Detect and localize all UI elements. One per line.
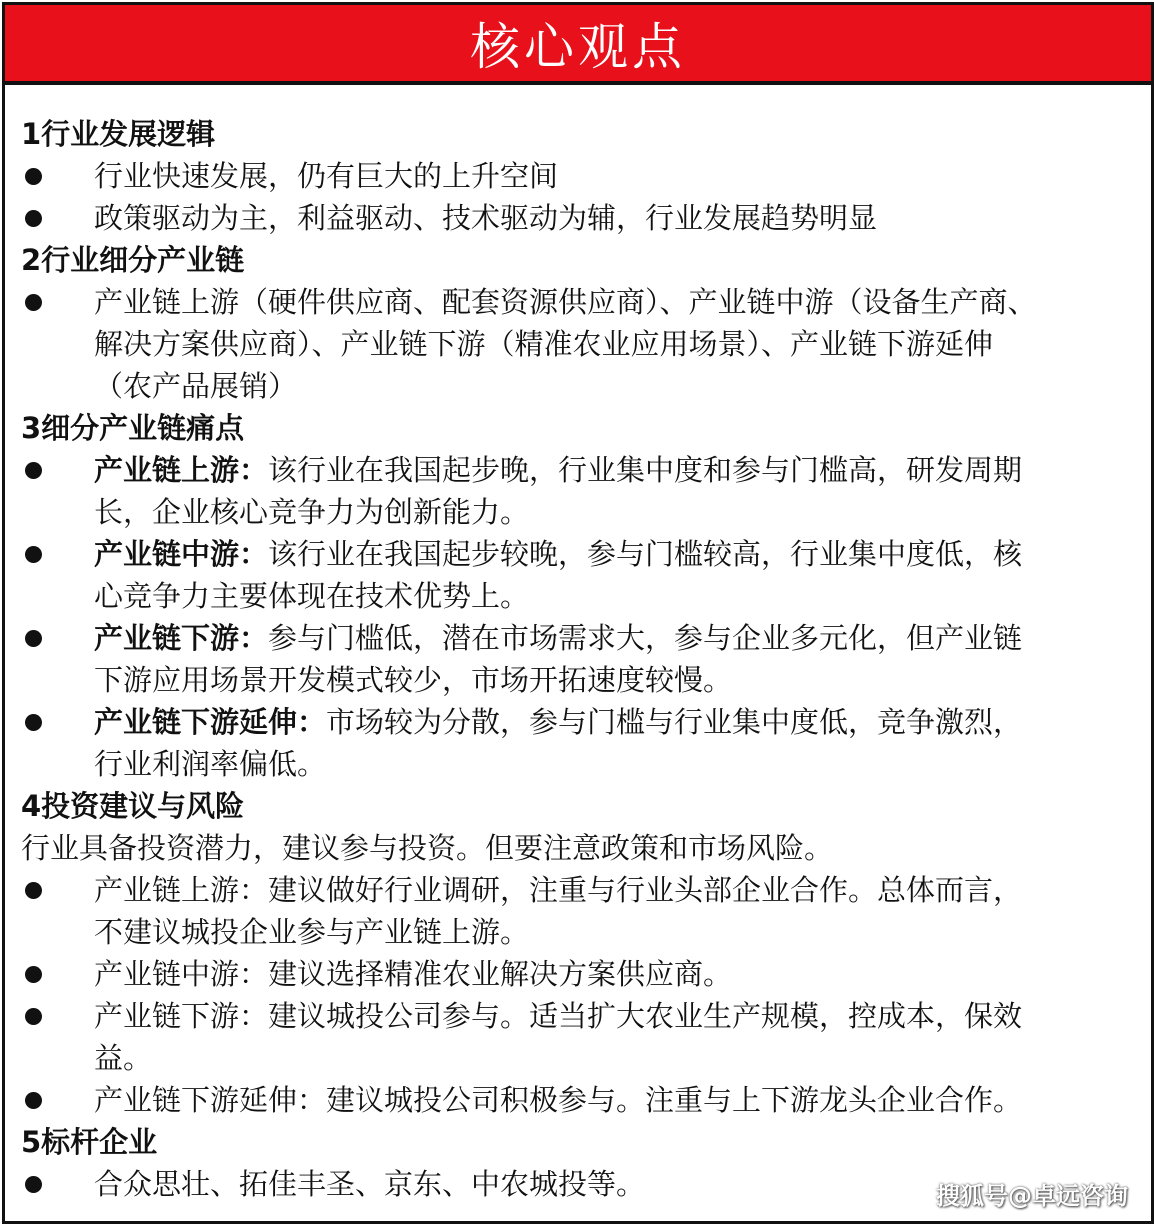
list-item bbox=[5, 869, 1151, 911]
bullet-icon bbox=[25, 449, 45, 491]
list-item-text: 参与门槛低，潜在市场需求大，参与企业多元化，但产业链 bbox=[268, 621, 1023, 655]
section-heading-1: 1行业发展逻辑 bbox=[21, 117, 216, 151]
watermark: 搜狐号@卓远咨询 bbox=[936, 1182, 1128, 1210]
list-item-text: 产业链上游（硬件供应商、配套资源供应商）、产业链中游（设备生产商、 bbox=[94, 285, 1037, 319]
bullet-icon bbox=[25, 995, 45, 1037]
list-item-text: 产业链上游：建议做好行业调研，注重与行业头部企业合作。总体而言， bbox=[94, 873, 1023, 907]
list-item-text: 该行业在我国起步晚，行业集中度和参与门槛高，研发周期 bbox=[268, 453, 1023, 487]
list-item-text: （农产品展销） bbox=[94, 369, 298, 403]
list-item-text: 该行业在我国起步较晚，参与门槛较高，行业集中度低，核 bbox=[268, 537, 1023, 571]
list-item-text: 政策驱动为主，利益驱动、技术驱动为辅，行业发展趋势明显 bbox=[94, 201, 878, 235]
list-item-text: 市场较为分散，参与门槛与行业集中度低，竞争激烈， bbox=[326, 705, 1023, 739]
list-item-continuation bbox=[5, 575, 1151, 617]
list-item bbox=[5, 1079, 1151, 1121]
bullet-icon bbox=[25, 617, 45, 659]
item-label: 产业链中游： bbox=[94, 537, 269, 571]
list-item bbox=[5, 281, 1151, 323]
list-item bbox=[5, 449, 1151, 491]
list-item-text: 益。 bbox=[94, 1041, 153, 1075]
bullet-icon bbox=[25, 155, 45, 197]
bullet-icon bbox=[25, 1079, 45, 1121]
section-heading-4: 4投资建议与风险 bbox=[21, 789, 245, 823]
list-item-text: 合众思壮、拓佳丰圣、京东、中农城投等。 bbox=[94, 1167, 646, 1201]
section-intro: 行业具备投资潜力，建议参与投资。但要注意政策和市场风险。 bbox=[21, 831, 834, 865]
list-item bbox=[5, 533, 1151, 575]
list-item-continuation bbox=[5, 491, 1151, 533]
item-label: 产业链下游： bbox=[94, 621, 269, 655]
list-item-text: 下游应用场景开发模式较少，市场开拓速度较慢。 bbox=[94, 663, 733, 697]
bullet-icon bbox=[25, 869, 45, 911]
list-item-continuation bbox=[5, 365, 1151, 407]
bullet-icon bbox=[25, 1163, 45, 1205]
list-item-text: 心竞争力主要体现在技术优势上。 bbox=[94, 579, 530, 613]
panel-header bbox=[5, 5, 1151, 85]
list-item-continuation bbox=[5, 743, 1151, 785]
list-item-text: 产业链下游延伸：建议城投公司积极参与。注重与上下游龙头企业合作。 bbox=[94, 1083, 1023, 1117]
list-item-continuation bbox=[5, 659, 1151, 701]
list-item bbox=[5, 197, 1151, 239]
panel-title: 核心观点 bbox=[470, 18, 686, 76]
bullet-icon bbox=[25, 533, 45, 575]
list-item-text: 解决方案供应商）、产业链下游（精准农业应用场景）、产业链下游延伸 bbox=[94, 327, 994, 361]
list-item bbox=[5, 995, 1151, 1037]
bullet-icon bbox=[25, 197, 45, 239]
list-item-text: 行业利润率偏低。 bbox=[94, 747, 327, 781]
section-heading-2: 2行业细分产业链 bbox=[21, 243, 245, 277]
bullet-icon bbox=[25, 281, 45, 323]
bullet-icon bbox=[25, 953, 45, 995]
bullet-icon bbox=[25, 701, 45, 743]
list-item bbox=[5, 701, 1151, 743]
list-item-continuation bbox=[5, 323, 1151, 365]
list-item bbox=[5, 155, 1151, 197]
list-item-continuation bbox=[5, 1037, 1151, 1079]
item-label: 产业链上游： bbox=[94, 453, 269, 487]
section-heading-5: 5标杆企业 bbox=[21, 1125, 158, 1159]
list-item bbox=[5, 617, 1151, 659]
list-item-text: 不建议城投企业参与产业链上游。 bbox=[94, 915, 530, 949]
list-item-continuation bbox=[5, 911, 1151, 953]
list-item-text: 产业链中游：建议选择精准农业解决方案供应商。 bbox=[94, 957, 733, 991]
section-heading-3: 3细分产业链痛点 bbox=[21, 411, 245, 445]
list-item-text: 产业链下游：建议城投公司参与。适当扩大农业生产规模，控成本，保效 bbox=[94, 999, 1023, 1033]
core-views-panel bbox=[2, 2, 1154, 1224]
list-item-text: 长，企业核心竞争力为创新能力。 bbox=[94, 495, 530, 529]
item-label: 产业链下游延伸： bbox=[94, 705, 327, 739]
list-item bbox=[5, 953, 1151, 995]
list-item-text: 行业快速发展，仍有巨大的上升空间 bbox=[94, 159, 559, 193]
